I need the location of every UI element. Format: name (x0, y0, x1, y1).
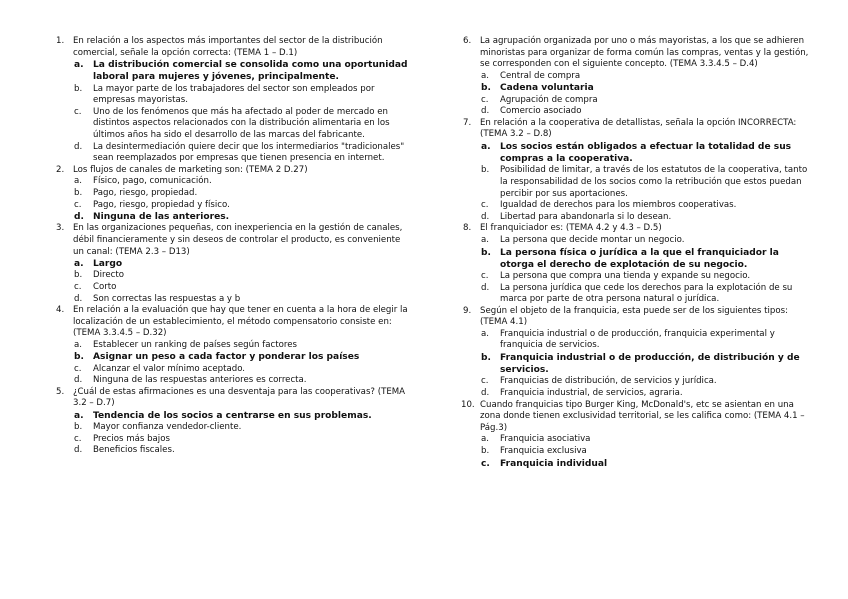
option-letter: d. (74, 375, 83, 386)
answer-option (481, 71, 815, 83)
option-letter: c. (74, 106, 82, 117)
option-letter: d. (74, 293, 83, 304)
question-text: Los flujos de canales de marketing son: (TEMA 2 D.27) (73, 164, 308, 175)
option-letter: b. (481, 83, 491, 94)
answer-option (74, 294, 408, 306)
option-letter: d. (74, 212, 84, 223)
option-text: Largo (93, 259, 123, 270)
option-letter: b. (481, 165, 490, 176)
answer-options (463, 434, 815, 469)
answer-option (74, 188, 408, 200)
option-letter: c. (74, 433, 82, 444)
option-letter: b. (74, 187, 83, 198)
answer-option (74, 445, 408, 457)
question-number: 10. (461, 399, 475, 410)
option-text: Establecer un ranking de países según factores (93, 339, 297, 350)
option-letter: d. (481, 211, 490, 222)
question (463, 118, 815, 141)
question-number: 4. (56, 305, 65, 316)
question (56, 305, 408, 340)
option-letter: c. (481, 94, 489, 105)
option-text: Ninguna de las respuestas anteriores es correcta. (93, 375, 307, 386)
question-text: La agrupación organizada por uno o más mayoristas, a los que se adhieren minoristas para organizar de forma común las compras, ventas y la gestión, se corresponden con el siguiente concepto. (TEMA 3.3.4.5 – D.4) (480, 36, 809, 70)
option-letter: b. (74, 270, 83, 281)
option-text: La mayor parte de los trabajadores del sector son empleados por empresas mayoristas. (93, 83, 375, 106)
option-letter: d. (74, 445, 83, 456)
answer-option (481, 388, 815, 400)
option-text: Pago, riesgo, propiedad y físico. (93, 199, 230, 210)
option-letter: a. (74, 411, 84, 422)
option-letter: c. (74, 363, 82, 374)
answer-option-correct (481, 352, 815, 376)
option-letter: c. (74, 281, 82, 292)
option-text: Beneficios fiscales. (93, 445, 175, 456)
question (463, 36, 815, 71)
answer-options (56, 59, 408, 165)
option-letter: a. (481, 328, 489, 339)
answer-option (481, 212, 815, 224)
question-number: 8. (463, 223, 472, 234)
option-text: La desintermediación quiere decir que los intermediarios "tradicionales" sean reemplazados por empresas que tienen presencia en internet. (93, 141, 405, 164)
option-letter: c. (74, 199, 82, 210)
answer-option (481, 95, 815, 107)
answer-option (74, 142, 408, 165)
option-letter: a. (481, 234, 489, 245)
option-letter: b. (74, 352, 84, 363)
option-text: Uno de los fenómenos que más ha afectado al poder de mercado en distintos aspectos relacionados con la distribución alimentaria en los últimos años ha sido el desarrollo de las marcas del fabricante. (93, 106, 390, 140)
answer-options (56, 258, 408, 305)
question-number: 1. (56, 36, 65, 46)
option-text: La persona que decide montar un negocio. (500, 234, 685, 245)
option-letter: d. (481, 388, 490, 399)
option-text: Franquicia exclusiva (500, 446, 587, 457)
answer-option-correct (481, 458, 815, 470)
question (56, 36, 408, 59)
option-letter: b. (74, 83, 83, 94)
question-text: En las organizaciones pequeñas, con inexperiencia en la gestión de canales, débil financieramente y sin deseos de controlar el producto, es conveniente un canal: (TEMA 2.3 – D13) (73, 223, 403, 257)
option-letter: a. (74, 339, 82, 350)
answer-option (74, 282, 408, 294)
question-text: Según el objeto de la franquicia, esta puede ser de los siguientes tipos: (TEMA 4.1) (480, 305, 788, 328)
answer-option (481, 329, 815, 352)
right-column (463, 36, 815, 470)
question-number: 2. (56, 164, 65, 175)
option-letter: d. (74, 141, 83, 152)
answer-option (481, 446, 815, 458)
question-text: El franquiciador es: (TEMA 4.2 y 4.3 – D.5) (480, 223, 662, 234)
answer-option (74, 422, 408, 434)
left-column (56, 36, 408, 457)
option-text: Físico, pago, comunicación. (93, 176, 212, 187)
answer-options (463, 235, 815, 306)
answer-options (463, 71, 815, 118)
option-text: Ninguna de las anteriores. (93, 212, 230, 223)
question (56, 223, 408, 258)
question-number: 7. (463, 117, 472, 128)
answer-option (74, 84, 408, 107)
answer-option (74, 434, 408, 446)
option-letter: c. (481, 270, 489, 281)
answer-option (74, 200, 408, 212)
option-letter: a. (74, 176, 82, 187)
answer-options (463, 329, 815, 400)
option-letter: c. (481, 376, 489, 387)
question (56, 387, 408, 410)
option-text: Cadena voluntaria (500, 83, 594, 94)
option-text: Pago, riesgo, propiedad. (93, 187, 198, 198)
option-text: Directo (93, 270, 124, 281)
answer-option-correct (74, 59, 408, 83)
question-text: ¿Cuál de estas afirmaciones es una desventaja para las cooperativas? (TEMA 3.2 – D.7) (73, 386, 406, 409)
option-text: Igualdad de derechos para los miembros cooperativas. (500, 200, 737, 211)
answer-option-correct (74, 258, 408, 270)
option-text: La persona que compra una tienda y expande su negocio. (500, 270, 751, 281)
option-text: Son correctas las respuestas a y b (93, 293, 241, 304)
answer-option (481, 200, 815, 212)
question-number: 5. (56, 386, 65, 397)
option-text: Franquicia industrial o de producción, de distribución y de servicios. (500, 353, 800, 376)
option-text: Franquicia individual (500, 458, 608, 469)
option-letter: d. (481, 106, 490, 117)
answer-option (481, 283, 815, 306)
option-text: Agrupación de compra (500, 94, 598, 105)
option-text: Precios más bajos (93, 433, 170, 444)
option-letter: a. (481, 434, 489, 445)
option-text: La persona jurídica que cede los derechos para la explotación de su marca por parte de otra persona natural o jurídica. (500, 282, 793, 305)
answer-option (481, 376, 815, 388)
option-text: Franquicias de distribución, de servicios y jurídica. (500, 376, 717, 387)
option-letter: b. (74, 422, 83, 433)
answer-option (481, 235, 815, 247)
option-letter: d. (481, 282, 490, 293)
option-text: Comercio asociado (500, 106, 582, 117)
option-text: Tendencia de los socios a centrarse en sus problemas. (93, 411, 372, 422)
answer-options (56, 410, 408, 457)
option-letter: a. (74, 259, 84, 270)
answer-option (481, 434, 815, 446)
answer-option (481, 271, 815, 283)
question-text: En relación a los aspectos más importantes del sector de la distribución comercial, señale la opción correcta: (TEMA 1 – D.1) (73, 36, 383, 58)
option-text: Central de compra (500, 70, 581, 81)
answer-option (74, 176, 408, 188)
answer-option-correct (481, 247, 815, 271)
option-text: Franquicia asociativa (500, 434, 591, 445)
option-text: Alcanzar el valor mínimo aceptado. (93, 363, 246, 374)
question-number: 6. (463, 36, 472, 46)
option-text: La distribución comercial se consolida como una oportunidad laboral para mujeres y jóvenes, principalmente. (93, 60, 408, 83)
answer-options (56, 176, 408, 223)
option-letter: c. (481, 458, 490, 469)
question (463, 223, 815, 235)
answer-option (74, 340, 408, 352)
option-text: Los socios están obligados a efectuar la totalidad de sus compras a la cooperativa. (500, 141, 792, 165)
option-letter: c. (481, 200, 489, 211)
option-text: Asignar un peso a cada factor y ponderar los países (93, 352, 360, 363)
answer-option-correct (74, 211, 408, 223)
option-text: La persona física o jurídica a la que el franquiciador la otorga el derecho de explotación de su negocio. (500, 247, 779, 270)
question (463, 306, 815, 329)
answer-option (74, 107, 408, 142)
option-text: Franquicia industrial o de producción, franquicia experimental y franquicia de servicios. (500, 328, 775, 351)
option-letter: b. (481, 446, 490, 457)
answer-option (74, 270, 408, 282)
option-letter: a. (481, 141, 491, 152)
option-letter: b. (481, 353, 491, 364)
answer-option-correct (74, 410, 408, 422)
option-text: Libertad para abandonarla si lo desean. (500, 211, 672, 222)
question-text: En relación a la evaluación que hay que tener en cuenta a la hora de elegir la localización de un establecimiento, el método compensatorio consiste en: (TEMA 3.3.4.5 – D.32) (73, 305, 408, 339)
question-text: En relación a la cooperativa de detallistas, señala la opción INCORRECTA: (TEMA 3.2 – D.8) (480, 117, 797, 140)
question-number: 9. (463, 305, 472, 316)
question-text: Cuando franquicias tipo Burger King, McDonald's, etc se asientan en una zona donde tienen exclusividad territorial, se les califica como: (TEMA 4.1 – Pág.3) (480, 399, 805, 433)
option-text: Franquicia industrial, de servicios, agraria. (500, 388, 683, 399)
answer-option (481, 106, 815, 118)
option-letter: b. (481, 247, 491, 258)
answer-option (74, 364, 408, 376)
option-letter: a. (481, 70, 489, 81)
question (56, 165, 408, 177)
option-text: Posibilidad de limitar, a través de los estatutos de la cooperativa, tanto la responsabilidad de los socios como la retribución que estos puedan percibir por sus aportaciones. (500, 165, 808, 199)
answer-option-correct (74, 351, 408, 363)
option-letter: a. (74, 60, 84, 71)
answer-option (481, 165, 815, 200)
answer-options (56, 340, 408, 387)
answer-option (74, 375, 408, 387)
answer-option-correct (481, 82, 815, 94)
answer-option-correct (481, 141, 815, 165)
option-text: Mayor confianza vendedor-cliente. (93, 422, 242, 433)
option-text: Corto (93, 281, 117, 292)
question (463, 400, 815, 435)
question-number: 3. (56, 223, 65, 234)
answer-options (463, 141, 815, 223)
